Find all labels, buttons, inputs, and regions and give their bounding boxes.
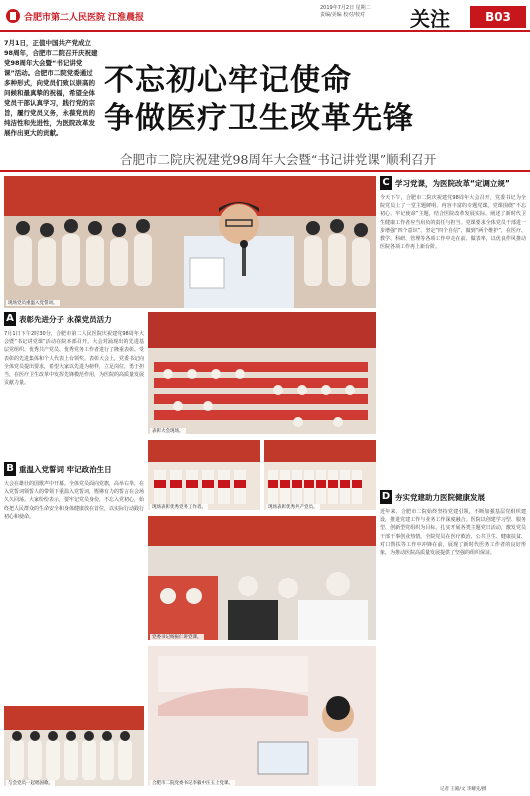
section-d-body: 近年来，合肥市二院始终坚持党建引领，不断加强基层党组织建设，推进党建工作与业务工作深度融合。医院以创建学习型、服务型、创新型党组织为目标，扎实开展各类主题党日活动，激发党员干部干事创业热情。全院党员在医疗救治、公共卫生、健康扶贫、对口帮扶等工作中冲锋在前，展现了新时代医务工作者的良好形象，为推动医院高质量发展提供了坚强的组织保证。 [380, 509, 526, 557]
section-a-body: 7月1日下午2时30分，合肥市第二人民医院庆祝建党98周年大会暨“书记讲党课”活动在院本部召开。大会对涌现出的先进基层党组织、优秀共产党员、优秀党务工作者进行了隆重表彰。受表彰的先进集体和个人代表上台领奖。表彰大会上，党委书记向全体党员提出要求，希望大家以先进为榜样，立足岗位，勇于担当，在医疗卫生改革中发挥先锋模范作用，为医院的高质量发展贡献力量。 [4, 331, 144, 387]
date-editor-info [320, 5, 410, 19]
award-photo-2-caption: 现场表彰优秀共产党员。 [268, 505, 318, 510]
hall-photo-image [148, 312, 376, 434]
bottom-right-caption: 合肥市二院党委书记李毅中汪玉上党课。 [152, 781, 233, 786]
bottom-right-photo [148, 646, 376, 786]
bottom-right-photo-image [148, 646, 376, 786]
bottom-left-caption: 与会党员一起唱国歌。 [8, 781, 53, 786]
bottom-left-photo-image [4, 706, 144, 786]
byline: 记者 王殿/文 李耀先/摄 [440, 787, 487, 792]
main-photo-caption: 现场党员重温入党誓词。 [8, 301, 58, 306]
section-title: 关注 [410, 7, 450, 31]
page-number: B03 [470, 6, 526, 28]
date-line: 2019年7月2日 星期二 [320, 5, 371, 11]
award-photo-1 [148, 440, 260, 510]
award-photo-1-image [148, 440, 260, 510]
editor-line: 责编/美编 校对/校对 [320, 12, 365, 18]
main-photo-image [4, 176, 376, 308]
section-c-letter: C [380, 176, 392, 190]
hospital-logo-icon [6, 9, 20, 23]
section-a-letter: A [4, 312, 16, 326]
main-photo [4, 176, 376, 308]
section-b-title: 重温入党誓词 牢记政治生日 [19, 465, 112, 474]
intro-paragraph: 7月1日，正值中国共产党成立98周年，合肥市二院召开庆祝建党98周年大会暨“书记讲党课”活动。合肥市二院党委通过多种形式，向党员们致以崇高的问候和最真挚的祝福，希望全体党员干部认真学习，践行党的宗旨，履行党员义务，永葆党员的纯洁性和先进性，为医院改革发展作出更大的贡献。 [4, 39, 98, 137]
section-a-title: 表彰先进分子 永葆党员活力 [19, 315, 112, 324]
section-b-body: 大会在雄壮的国歌声中开幕。全体党员面向党旗，高举右拳，在入党誓词领誓人的带领下重温入党誓词，铿锵有力的誓言在会场久久回荡。大家纷纷表示，要牢记党员身份，不忘入党初心，始终把人民群众的生命安全和身体健康放在首位，以实际行动践行初心和使命。 [4, 481, 144, 520]
headline-line-2: 争做医疗卫生改革先锋 [104, 101, 414, 136]
hall-photo-caption: 表彰大会现场。 [152, 429, 184, 434]
headline-line-1: 不忘初心牢记使命 [104, 63, 352, 98]
hospital-name: 合肥市第二人民医院 [24, 13, 106, 23]
sub-headline: 合肥市二院庆祝建党98周年大会暨“书记讲党课”顺利召开 [120, 152, 437, 167]
award-photo-2 [264, 440, 376, 510]
section-c-title: 学习党课，为医院改革“定调立规” [395, 179, 510, 188]
bottom-left-photo [4, 706, 144, 786]
lecture-photo-caption: 党委书记杨振仁讲党课。 [152, 635, 202, 640]
section-d-letter: D [381, 491, 391, 502]
award-photo-1-caption: 现场表彰优秀党务工作者。 [152, 505, 206, 510]
divider [0, 170, 530, 172]
newspaper-name: 江淮晨报 [108, 13, 145, 23]
section-d-title: 夯实党建助力医院健康发展 [395, 493, 485, 502]
award-photo-2-image [264, 440, 376, 510]
section-c-body: 今天下午，合肥市二院庆祝建党98周年大会召开，党委书记为全院党员上了一堂主题鲜明、内容丰富的专题党课。党课围绕“不忘初心、牢记使命”主题，结合医院改革发展实际，阐述了新时代卫生健康工作者应当肩负的责任与担当。党课要求全体党员干部进一步增强“四个意识”、坚定“四个自信”、做到“两个维护”，在医疗、教学、科研、管理等各项工作中走在前、做表率，以优良作风推动医院各项工作再上新台阶。 [380, 195, 526, 251]
lecture-photo [148, 516, 376, 640]
hall-photo [148, 312, 376, 434]
main-headline [104, 62, 524, 138]
lecture-photo-image [148, 516, 376, 640]
section-b-letter: B [4, 462, 16, 476]
